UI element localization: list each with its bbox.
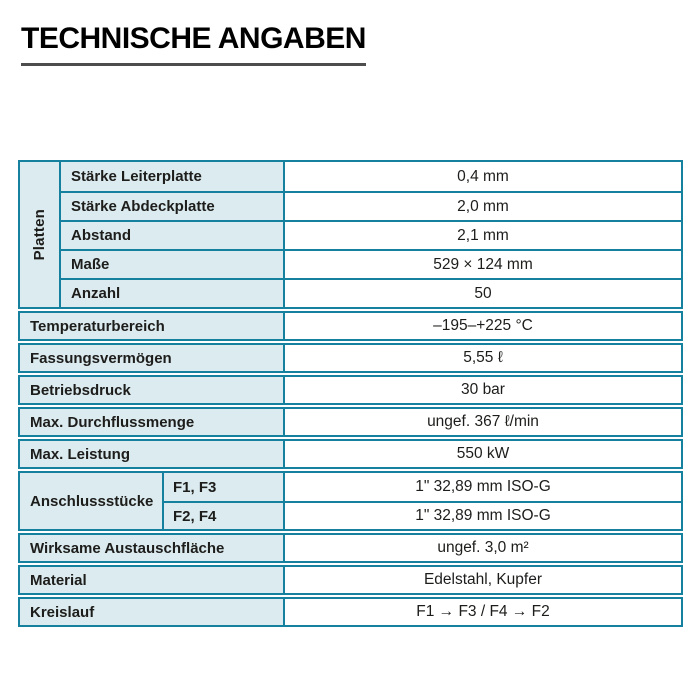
- section-platten: [18, 160, 683, 309]
- row-value: 529 × 124 mm: [285, 251, 681, 278]
- row-label: Temperaturbereich: [20, 313, 285, 339]
- row-label: Material: [20, 567, 285, 593]
- row-label: Betriebsdruck: [20, 377, 285, 403]
- row-value: F1 → F3 / F4 → F2: [285, 599, 681, 625]
- section-fassungsvermoegen: [18, 343, 683, 373]
- anschlussstuecke-rows: [164, 473, 681, 529]
- row-label: Max. Durchflussmenge: [20, 409, 285, 435]
- table-row: [61, 162, 681, 191]
- row-label: Stärke Leiterplatte: [61, 162, 285, 191]
- table-row: [61, 278, 681, 307]
- group-label-anschlussstuecke: Anschlussstücke: [30, 492, 154, 510]
- row-sublabel: F2, F4: [164, 503, 285, 529]
- row-label: Max. Leistung: [20, 441, 285, 467]
- row-label: Maße: [61, 251, 285, 278]
- row-label: Kreislauf: [20, 599, 285, 625]
- row-sublabel: F1, F3: [164, 473, 285, 501]
- group-cell-anschlussstuecke: [20, 473, 164, 529]
- row-value: 2,0 mm: [285, 193, 681, 220]
- group-label-platten: Platten: [31, 208, 48, 261]
- row-label: Stärke Abdeckplatte: [61, 193, 285, 220]
- row-value: ungef. 367 ℓ/min: [285, 409, 681, 435]
- row-value: Edelstahl, Kupfer: [285, 567, 681, 593]
- row-value: 1" 32,89 mm ISO-G: [285, 503, 681, 529]
- section-temperaturbereich: [18, 311, 683, 341]
- section-material: [18, 565, 683, 595]
- table-row: [164, 501, 681, 529]
- row-value: 50: [285, 280, 681, 307]
- section-anschlussstuecke: [18, 471, 683, 531]
- row-value: ungef. 3,0 m²: [285, 535, 681, 561]
- row-label: Abstand: [61, 222, 285, 249]
- row-label: Fassungsvermögen: [20, 345, 285, 371]
- platten-rows: [61, 162, 681, 307]
- row-label: Wirksame Austauschfläche: [20, 535, 285, 561]
- table-row: [61, 249, 681, 278]
- row-value: 2,1 mm: [285, 222, 681, 249]
- row-value: 5,55 ℓ: [285, 345, 681, 371]
- section-max-leistung: [18, 439, 683, 469]
- row-value: 550 kW: [285, 441, 681, 467]
- spec-table: [18, 160, 683, 629]
- row-value: 30 bar: [285, 377, 681, 403]
- table-row: [164, 473, 681, 501]
- group-cell-platten: [20, 162, 61, 307]
- table-row: [61, 220, 681, 249]
- section-wirksame-austauschflaeche: [18, 533, 683, 563]
- row-value: –195–+225 °C: [285, 313, 681, 339]
- row-value: 0,4 mm: [285, 162, 681, 191]
- row-value: 1" 32,89 mm ISO-G: [285, 473, 681, 501]
- section-max-durchflussmenge: [18, 407, 683, 437]
- section-betriebsdruck: [18, 375, 683, 405]
- section-kreislauf: [18, 597, 683, 627]
- table-row: [61, 191, 681, 220]
- page-title: TECHNISCHE ANGABEN: [21, 22, 366, 66]
- row-label: Anzahl: [61, 280, 285, 307]
